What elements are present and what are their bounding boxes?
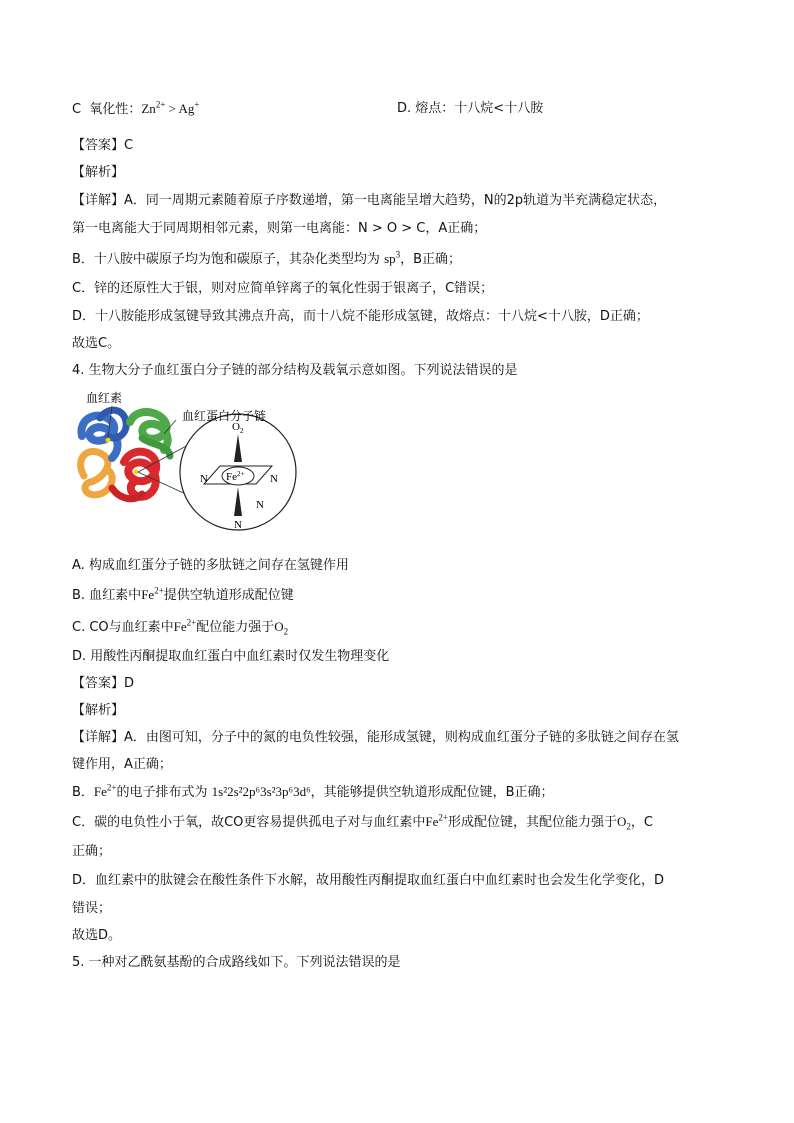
hemoglobin-diagram xyxy=(72,388,302,548)
detail-text: ，C xyxy=(630,815,653,830)
formula-o: O xyxy=(616,814,627,829)
formula-zn: Zn xyxy=(141,101,156,116)
q4-answer xyxy=(72,675,134,693)
fe-label: $Fe^{2+}$ xyxy=(226,470,245,483)
q5-stem: 5. 一种对乙酰氨基酚的合成路线如下。下列说法错误的是 xyxy=(72,955,401,970)
q4-conclusion: 故选D。 xyxy=(72,928,122,943)
option-text: 配位能力强于 xyxy=(196,620,275,635)
q3-answer xyxy=(72,137,133,155)
q3-option-c xyxy=(72,100,199,119)
answer-label: 【答案】 xyxy=(72,138,125,153)
option-text: C. CO与血红素中 xyxy=(72,620,174,635)
detail-text: B．十八胺中碳原子均为饱和碳原子，其杂化类型均为 xyxy=(72,252,380,267)
q3-detail-2: 第一电离能大于同周期相邻元素，则第一电离能：N > O > C，A正确； xyxy=(72,221,487,236)
q3-detail-5: D．十八胺能形成氢键导致其沸点升高，而十八烷不能形成氢键，故熔点：十八烷<十八胺，D正确； xyxy=(72,309,649,324)
n-label-lower-right: N xyxy=(256,499,264,511)
q3-detail-6: 故选C。 xyxy=(72,336,121,351)
charge: 2+ xyxy=(155,99,166,110)
q4-detail-d1: D．血红素中的肽键会在酸性条件下水解，故用酸性丙酮提取血红蛋白中血红素时也会发生化学变化，D xyxy=(72,873,665,888)
q4-detail-a1: 【详解】A．由图可知，分子中的氮的电负性较强，能形成氢键，则构成血红蛋分子链的多肽链之间存在氢 xyxy=(72,730,679,745)
option-label: C xyxy=(72,102,82,117)
option-label: D. xyxy=(397,101,412,116)
option-text: 氧化性： xyxy=(89,102,142,117)
q4-stem: 4. 生物大分子血红蛋白分子链的部分结构及载氧示意如图。下列说法错误的是 xyxy=(72,363,518,378)
n-label-bottom: N xyxy=(234,519,242,531)
formula-fe: Fe xyxy=(173,619,187,634)
q4-option-b xyxy=(72,586,294,605)
detail-text: ，B正确； xyxy=(400,252,462,267)
subscript: 2 xyxy=(283,626,289,637)
formula-o: O xyxy=(274,619,284,634)
chain-label: 血红蛋白分子链 xyxy=(182,409,267,423)
detail-text: 的电子排布式为 xyxy=(116,785,212,800)
q3-detail-3 xyxy=(72,250,461,269)
charge: 2+ xyxy=(438,812,448,823)
formula-fe: Fe xyxy=(93,784,107,799)
answer-label: 【答案】 xyxy=(72,676,125,691)
detail-text: ，其能够提供空轨道形成配位键，B正确； xyxy=(310,785,554,800)
heme-marker xyxy=(106,438,111,443)
charge: + xyxy=(194,99,200,110)
o2-label: $O_2$ xyxy=(232,421,244,435)
q3-analysis-label: 【解析】 xyxy=(72,165,125,180)
subscript: 2 xyxy=(626,821,631,832)
n-label-left: N xyxy=(200,473,208,485)
option-text: 提供空轨道形成配位键 xyxy=(163,588,294,603)
q4-detail-d2: 错误； xyxy=(72,901,112,916)
heme-label: 血红素 xyxy=(86,391,123,405)
electron-configuration: 1s²2s²2p⁶3s²3p⁶3d⁶ xyxy=(211,784,311,799)
q4-detail-c1 xyxy=(72,813,653,832)
q3-detail-4: C．锌的还原性大于银，则对应简单锌离子的氧化性弱于银离子，C错误； xyxy=(72,281,494,296)
charge: 2+ xyxy=(106,782,117,793)
q4-option-a: A. 构成血红蛋分子链的多肽链之间存在氢键作用 xyxy=(72,558,349,573)
answer-value: C xyxy=(124,138,134,153)
detail-text: 形成配位键，其配位能力强于 xyxy=(447,815,617,830)
q4-detail-b xyxy=(72,783,554,802)
formula-fe: Fe xyxy=(425,814,439,829)
formula-ag: Ag xyxy=(178,101,195,116)
answer-value: D xyxy=(124,676,135,691)
q4-analysis-label: 【解析】 xyxy=(72,703,125,718)
protein-chains xyxy=(81,410,170,499)
q4-option-c xyxy=(72,618,288,637)
q4-detail-a2: 键作用，A正确； xyxy=(72,757,172,772)
q4-option-d: D. 用酸性丙酮提取血红蛋白中血红素时仅发生物理变化 xyxy=(72,649,390,664)
detail-text: C．碳的电负性小于氧，故CO更容易提供孤电子对与血红素中 xyxy=(72,815,426,830)
formula-sp: sp xyxy=(384,251,396,266)
charge: 2+ xyxy=(154,585,164,596)
formula-fe: Fe xyxy=(141,587,155,602)
option-text: 熔点：十八烷<十八胺 xyxy=(415,101,544,116)
q3-detail-1: 【详解】A．同一周期元素随着原子序数递增，第一电离能呈增大趋势，N的2p轨道为半充满稳定状态， xyxy=(72,193,667,208)
q3-option-d xyxy=(397,100,543,118)
q4-detail-c2: 正确； xyxy=(72,844,112,859)
option-text: B. 血红素中 xyxy=(72,588,142,603)
detail-text: B． xyxy=(72,785,94,800)
superscript: 3 xyxy=(395,249,401,260)
n-label-right: N xyxy=(270,473,278,485)
heme-marker xyxy=(134,470,139,475)
operator: > xyxy=(165,101,179,116)
hemoglobin-figure xyxy=(72,388,302,548)
charge: 2+ xyxy=(186,617,197,628)
